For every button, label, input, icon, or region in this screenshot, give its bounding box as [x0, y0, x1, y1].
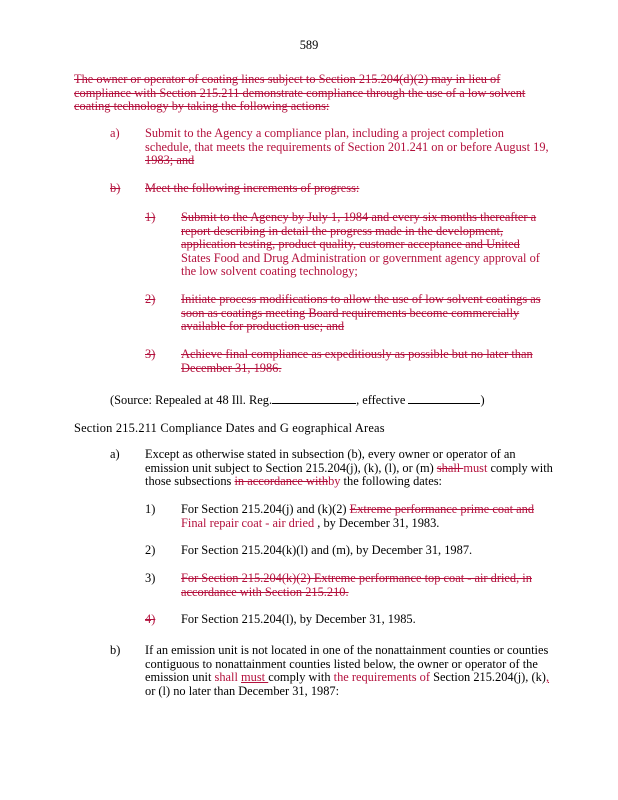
text-run: emission unit [145, 670, 215, 685]
text-line [181, 517, 534, 531]
text-line [181, 544, 472, 558]
item-a-old [145, 127, 549, 168]
text-line [181, 503, 534, 517]
text-line [145, 448, 553, 462]
deleted-text: The owner or operator of coating lines subject to Section 215.204(d)(2) may in lieu of [74, 72, 501, 86]
source-note [110, 392, 485, 408]
text-run: For Section 215.204(l), by December 31, 1985. [181, 612, 416, 626]
deleted-text: 1983; and [145, 153, 195, 168]
text-line [181, 307, 541, 321]
item-label: a) [110, 126, 120, 140]
p-intro [74, 73, 525, 114]
item-label: b) [110, 643, 121, 657]
text-line [145, 154, 549, 168]
section-heading: Section 215.211 Compliance Dates and G eographical Areas [74, 421, 385, 435]
deleted-text: application testing, product quality, customer acceptance and United [181, 237, 520, 252]
effective-date-blank [408, 392, 480, 404]
deleted-text: Meet the following increments of progress: [145, 181, 360, 195]
item-label: 2) [145, 543, 156, 557]
item-label: 2) [145, 292, 156, 306]
item-label: 3) [145, 347, 156, 361]
text-line [181, 265, 540, 279]
text-line [181, 211, 540, 225]
page-number: 589 [299, 38, 319, 52]
deleted-text: Achieve final compliance as expeditiously as possible but no later than [181, 347, 533, 361]
text-run: Section 215.204(j), (k) [433, 670, 546, 685]
text-line [181, 613, 416, 627]
text-run: those subsections [145, 474, 235, 489]
text-line [145, 462, 553, 476]
deleted-text: available for production use; and [181, 319, 345, 334]
sec-a4 [181, 613, 416, 627]
text-line [181, 572, 532, 586]
text-run: comply with [268, 670, 334, 685]
text-line [145, 671, 549, 685]
inserted-text: shall [214, 670, 242, 685]
sec-a [145, 448, 553, 489]
text-line [181, 362, 533, 376]
sec-a3 [181, 572, 532, 599]
text-line [74, 87, 525, 101]
item-b-old [145, 182, 359, 196]
item-label: a) [110, 447, 120, 461]
text-line [181, 225, 540, 239]
inserted-text: States Food and Drug Administration or government agency approval of [181, 250, 540, 265]
item-label: 3) [145, 571, 156, 585]
inserted-text: Final repair coat - air dried [181, 515, 318, 530]
item-b1-old [181, 211, 540, 279]
inserted-text: the low solvent coating technology; [181, 264, 358, 279]
text-line [74, 73, 525, 87]
deleted-text: Initiate process modifications to allow the use of low solvent coatings as [181, 292, 541, 306]
deleted-text: Submit to the Agency by July 1, 1984 and every six months thereafter a [181, 210, 537, 224]
deleted-text: report describing in detail the progress made in the development, [181, 223, 504, 238]
deleted-text: in accordance with [234, 474, 329, 489]
deleted-text: coating technology by taking the following actions: [74, 99, 330, 114]
deleted-text: For Section 215.204(k)(2) Extreme performance top coat - air dried, in [181, 571, 532, 585]
inserted-text: the requirements of [333, 670, 434, 685]
sec-a2 [181, 544, 472, 558]
inserted-text: must [241, 670, 269, 685]
text-line [181, 238, 540, 252]
inserted-text: Submit to the Agency a compliance plan, including a project completion [145, 126, 504, 140]
deleted-text: Extreme performance prime coat and [349, 502, 535, 516]
text-run: the following dates: [340, 474, 442, 489]
text-run: Except as otherwise stated in subsection (b), every owner or operator of an [145, 447, 516, 461]
text-run: If an emission unit is not located in one of the nonattainment counties or counties [145, 643, 549, 657]
sec-a1 [181, 503, 534, 530]
text-line [181, 348, 533, 362]
text-run: For Section 215.204(k)(l) and (m), by December 31, 1987. [181, 543, 473, 557]
text-line [145, 475, 553, 489]
text-line [145, 658, 549, 672]
item-b2-old [181, 293, 541, 334]
text-line [145, 685, 549, 699]
deleted-text: accordance with Section 215.210. [181, 584, 349, 599]
text-line [74, 100, 525, 114]
text-line [145, 141, 549, 155]
sec-b [145, 644, 549, 698]
source-suffix: ) [480, 393, 485, 407]
text-run: For Section 215.204(j) and (k)(2) [181, 502, 350, 516]
text-line [181, 320, 541, 334]
item-label: 1) [145, 210, 156, 224]
source-middle: , effective [356, 393, 409, 407]
item-label: 1) [145, 502, 156, 516]
inserted-text: , [545, 670, 550, 685]
text-line [181, 586, 532, 600]
inserted-text: must [463, 460, 488, 475]
text-line [181, 252, 540, 266]
item-label: b) [110, 181, 121, 195]
text-run: emission unit subject to Section 215.204(j), (k), (l), or (m) [145, 460, 437, 475]
item-b3-old [181, 348, 533, 375]
text-run: or (l) no later than December 31, 1987: [145, 683, 340, 698]
deleted-text: soon as coatings meeting Board requirements become commercially [181, 305, 520, 320]
deleted-text: December 31, 1986. [181, 360, 282, 375]
text-line [181, 293, 541, 307]
text-line [145, 127, 549, 141]
register-blank [272, 392, 356, 404]
inserted-text: schedule, that meets the requirements of Section 201.241 on or before August 19, [145, 139, 549, 154]
text-run: comply with [487, 460, 553, 475]
deleted-text: shall [436, 460, 464, 475]
text-run: , by December 31, 1983. [317, 515, 440, 530]
text-run: contiguous to nonattainment counties listed below, the owner or operator of the [145, 656, 538, 671]
inserted-text: by [328, 474, 341, 489]
deleted-text: compliance with Section 215.211 demonstrate compliance through the use of a low solvent [74, 85, 526, 100]
text-line [145, 182, 359, 196]
source-prefix: (Source: Repealed at 48 Ill. Reg. [110, 393, 273, 407]
item-label: 4) [145, 612, 156, 626]
text-line [145, 644, 549, 658]
